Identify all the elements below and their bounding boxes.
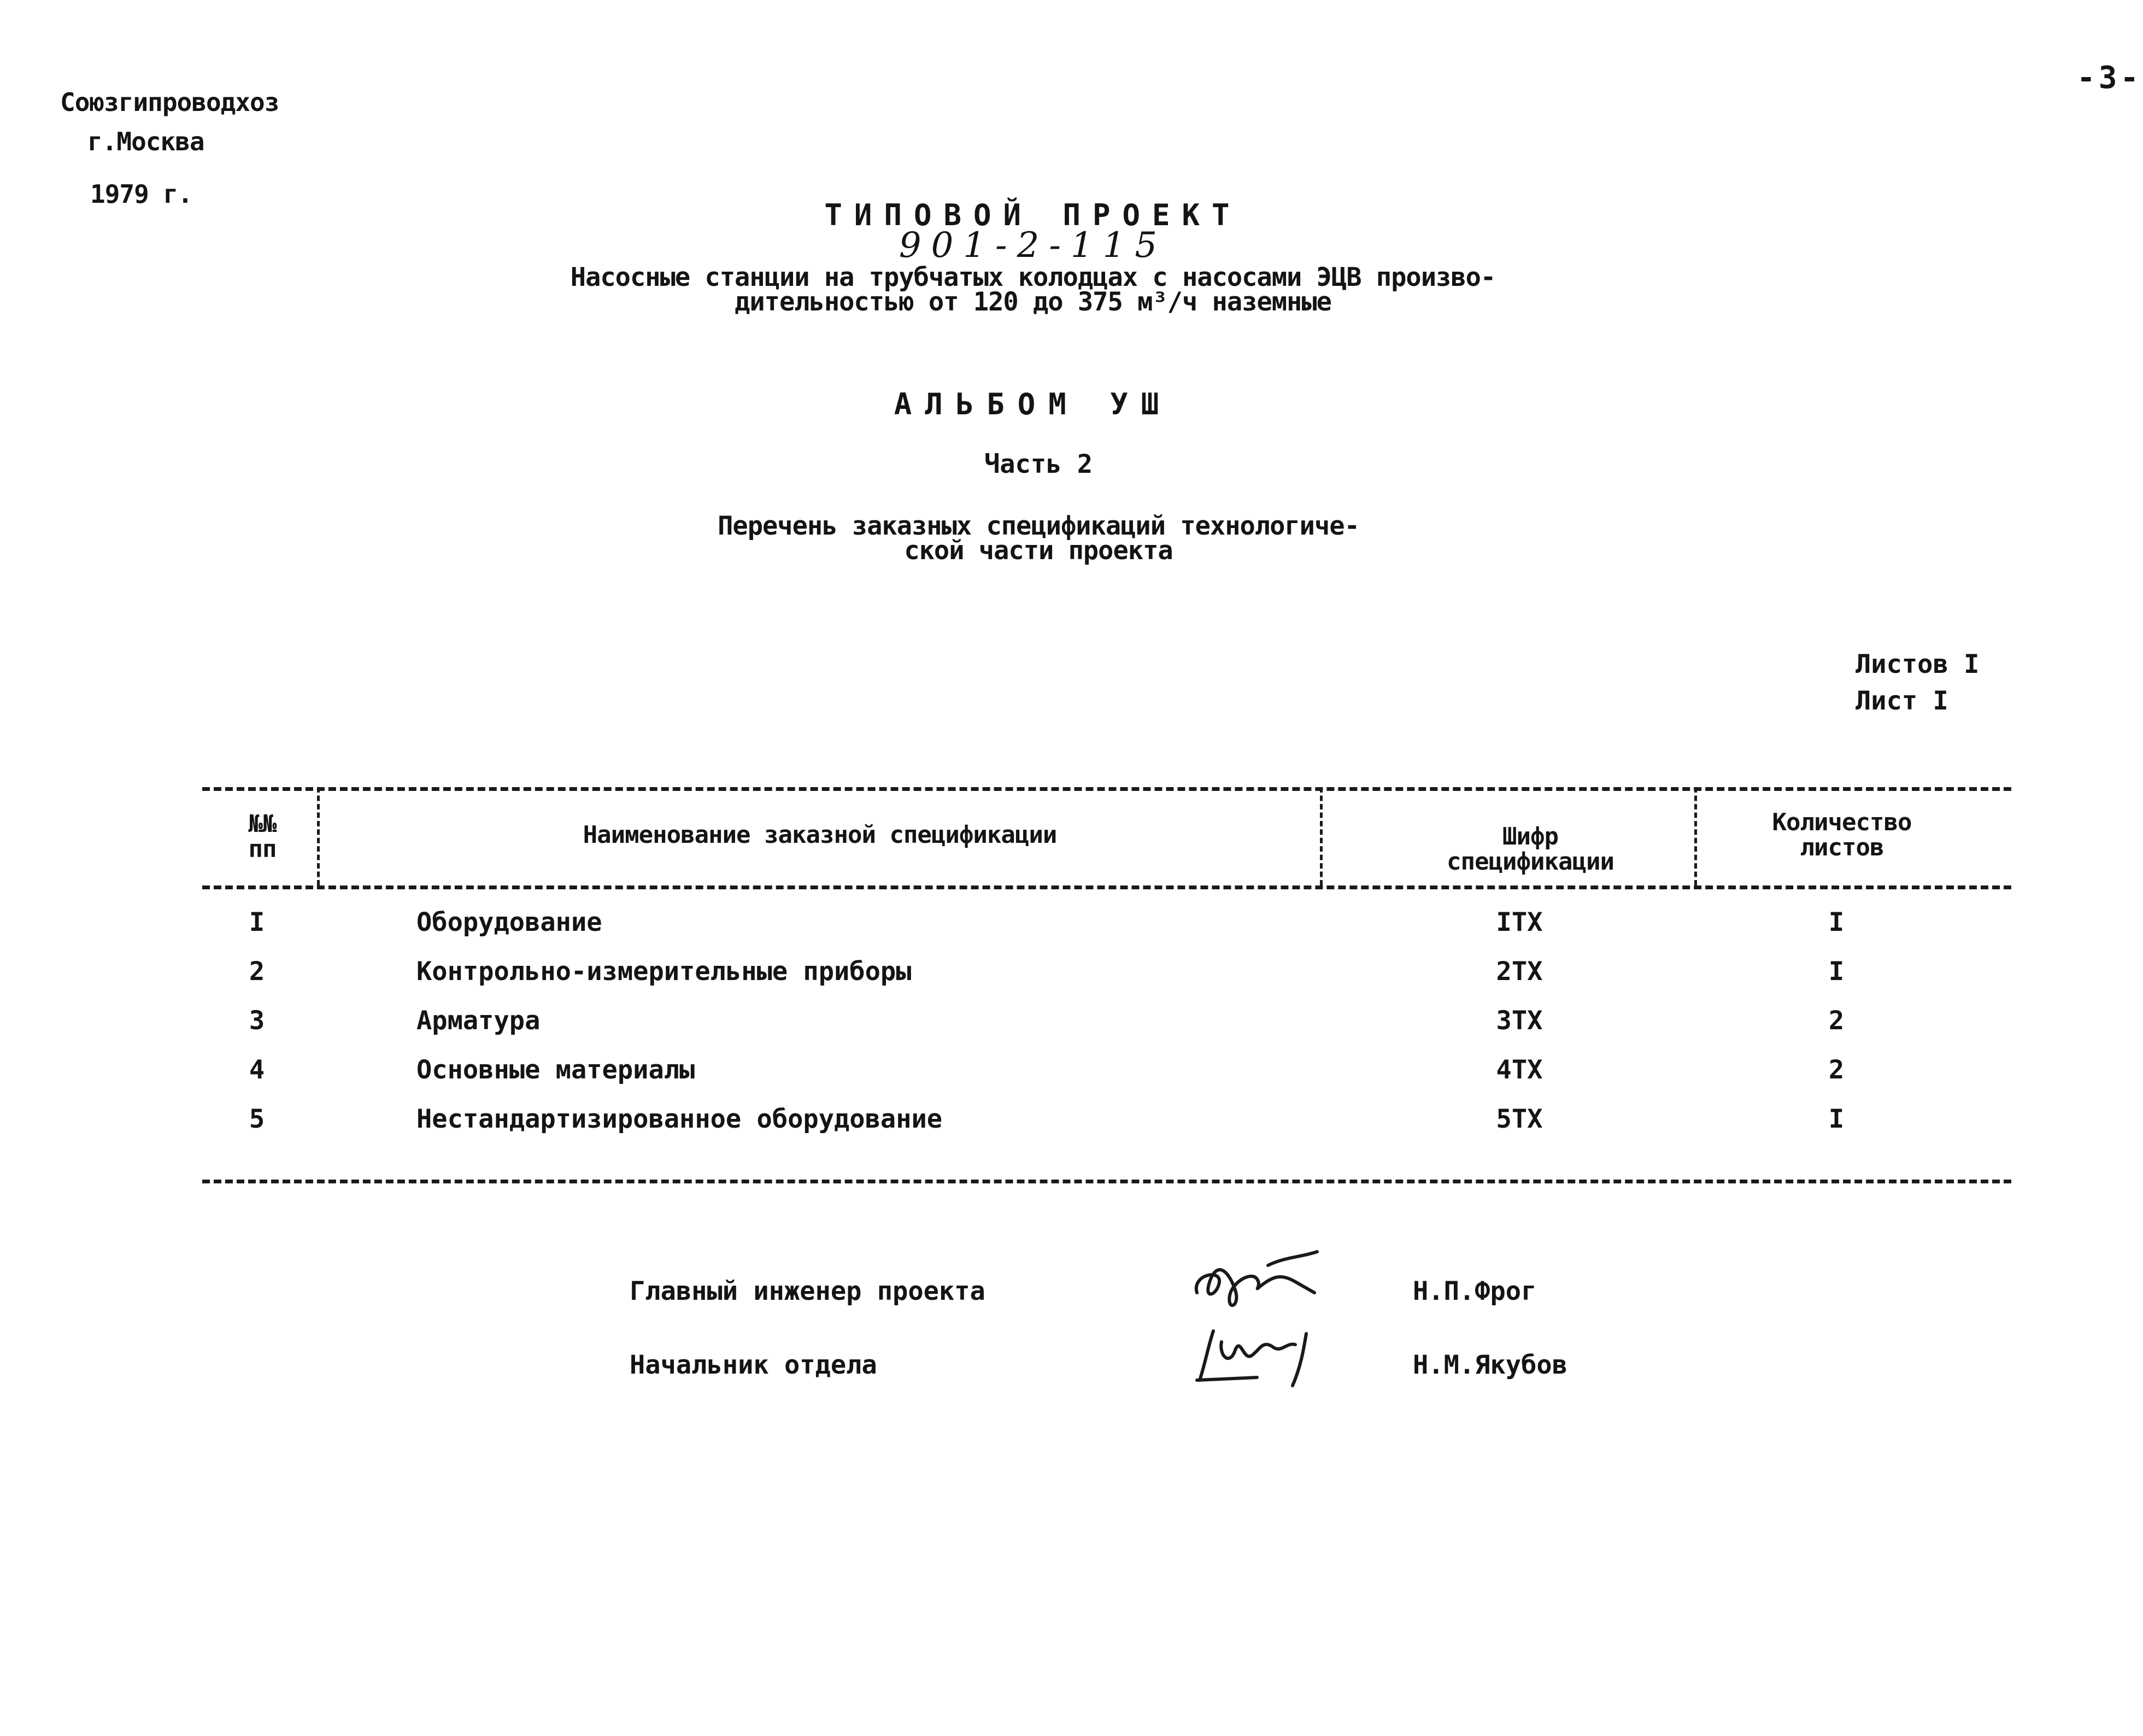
row-name: Контрольно-измерительные приборы [416, 957, 912, 987]
row-name: Основные материалы [416, 1055, 695, 1085]
column-divider-2 [1320, 787, 1323, 885]
description-line-2: дительностью от 120 до 375 м³/ч наземные [735, 287, 1331, 317]
row-num: 4 [249, 1055, 265, 1085]
column-divider-1 [317, 787, 320, 885]
project-number: 901-2-115 [899, 225, 1167, 266]
organization-name: Союзгипроводхоз [60, 87, 279, 117]
year: 1979 г. [90, 179, 192, 209]
doc-type-title: ТИПОВОЙ ПРОЕКТ [824, 198, 1242, 232]
header-qty-line-2: листов [1800, 834, 1884, 861]
row-name: Арматура [416, 1006, 541, 1036]
header-num-line-2: пп [248, 835, 277, 863]
table-top-rule [202, 787, 2011, 791]
row-num: I [249, 907, 265, 937]
signer-name: Н.П.Фрог [1413, 1276, 1537, 1306]
row-num: 5 [249, 1104, 265, 1134]
row-code: 2TX [1496, 957, 1543, 987]
signer-role: Главный инженер проекта [630, 1276, 985, 1306]
header-code-line-1: Шифр [1502, 823, 1558, 851]
page-number: -3- [2077, 60, 2142, 96]
album-title: АЛЬБОМ УШ [894, 387, 1172, 421]
signer-name: Н.М.Якубов [1413, 1350, 1567, 1380]
sheets-total: Листов I [1856, 649, 1980, 679]
header-qty [1705, 810, 1978, 860]
row-code: ITX [1496, 907, 1543, 937]
list-title-line-1: Перечень заказных спецификаций технологиче- [718, 511, 1359, 541]
description-line-1: Насосные станции на трубчатых колодцах с насосами ЭЦВ произво- [570, 262, 1496, 292]
handwritten-signature-2 [1191, 1317, 1344, 1394]
header-code-line-2: спецификации [1447, 848, 1614, 876]
row-qty: 2 [1828, 1006, 1845, 1036]
header-code [1355, 824, 1705, 875]
header-qty-line-1: Количество [1772, 808, 1912, 836]
row-code: 5TX [1496, 1104, 1543, 1134]
city: г.Москва [87, 127, 204, 156]
handwritten-signature-1 [1186, 1241, 1339, 1323]
table-header-rule [202, 885, 2011, 889]
header-num [219, 812, 306, 862]
part-title: Часть 2 [984, 449, 1093, 479]
list-title-line-2: ской части проекта [904, 536, 1173, 566]
row-qty: I [1828, 1104, 1845, 1134]
table-bottom-rule [202, 1180, 2011, 1183]
header-num-line-1: №№ [248, 810, 277, 838]
row-num: 3 [249, 1006, 265, 1036]
signer-role: Начальник отдела [630, 1350, 877, 1380]
row-name: Нестандартизированное оборудование [416, 1104, 943, 1134]
header-name: Наименование заказной спецификации [583, 821, 1057, 849]
row-code: 4TX [1496, 1055, 1543, 1085]
row-qty: I [1828, 907, 1845, 937]
row-num: 2 [249, 957, 265, 987]
row-name: Оборудование [416, 907, 602, 937]
row-qty: I [1828, 957, 1845, 987]
sheet-current: Лист I [1856, 686, 1948, 716]
row-code: 3TX [1496, 1006, 1543, 1036]
row-qty: 2 [1828, 1055, 1845, 1085]
